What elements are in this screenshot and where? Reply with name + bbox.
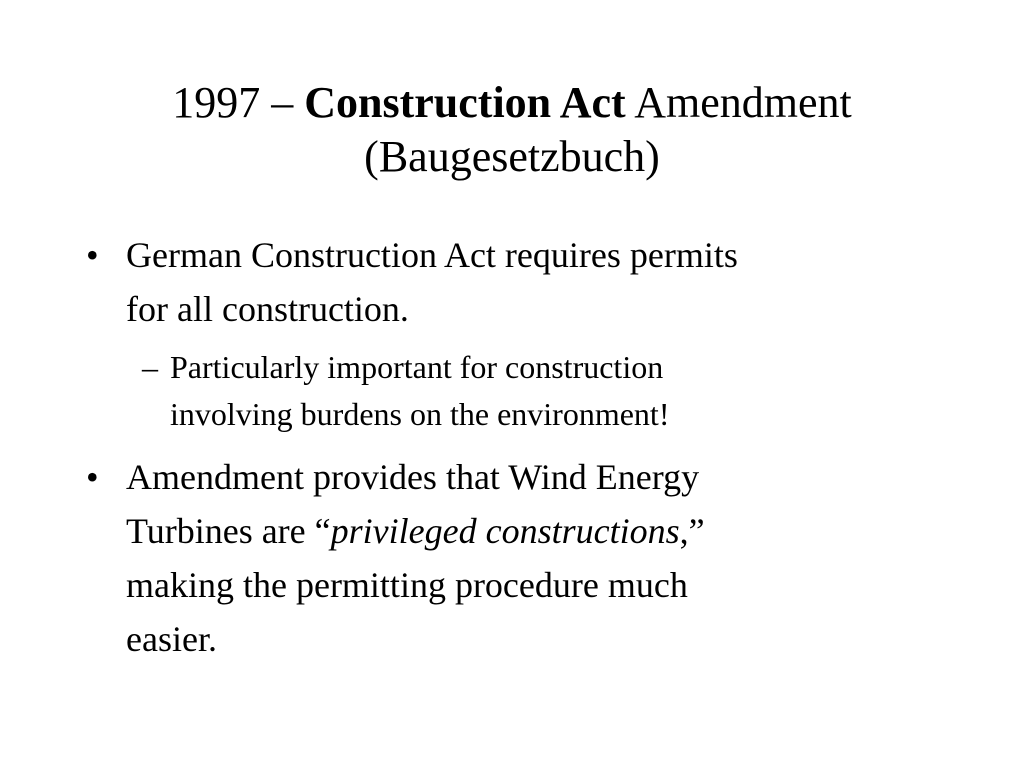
bullet-2-line-2-pre: Turbines are “ [126, 511, 331, 551]
privileged-constructions-italic: privileged constructions [330, 511, 680, 551]
bullet-item-1 [86, 228, 946, 336]
bullet-marker: • [86, 235, 99, 275]
title-year: 1997 – [172, 78, 305, 127]
title-suffix: Amendment [625, 78, 852, 127]
bullet-item-2 [86, 450, 946, 666]
sub-bullet-line-1: Particularly important for construction [170, 349, 664, 385]
sub-bullet-item-1 [86, 344, 946, 438]
bullet-2-line-2-post: ,” [679, 511, 705, 551]
bullet-2-line-3: making the permitting procedure much [126, 565, 688, 605]
title-act-bold: Construction Act [304, 78, 626, 127]
bullet-marker: • [86, 457, 99, 497]
bullet-2-line-2 [126, 504, 946, 558]
slide-title [60, 76, 964, 184]
bullet-1-line-1: German Construction Act requires permits [126, 235, 738, 275]
slide-body [86, 228, 946, 680]
sub-bullet-marker: – [142, 349, 158, 385]
bullet-1-line-2: for all construction. [126, 289, 409, 329]
bullet-2-line-4: easier. [126, 619, 217, 659]
sub-bullet-line-2: involving burdens on the environment! [170, 396, 670, 432]
title-line-2: (Baugesetzbuch) [364, 132, 660, 181]
title-line-1 [60, 76, 964, 130]
bullet-2-line-1: Amendment provides that Wind Energy [126, 457, 700, 497]
